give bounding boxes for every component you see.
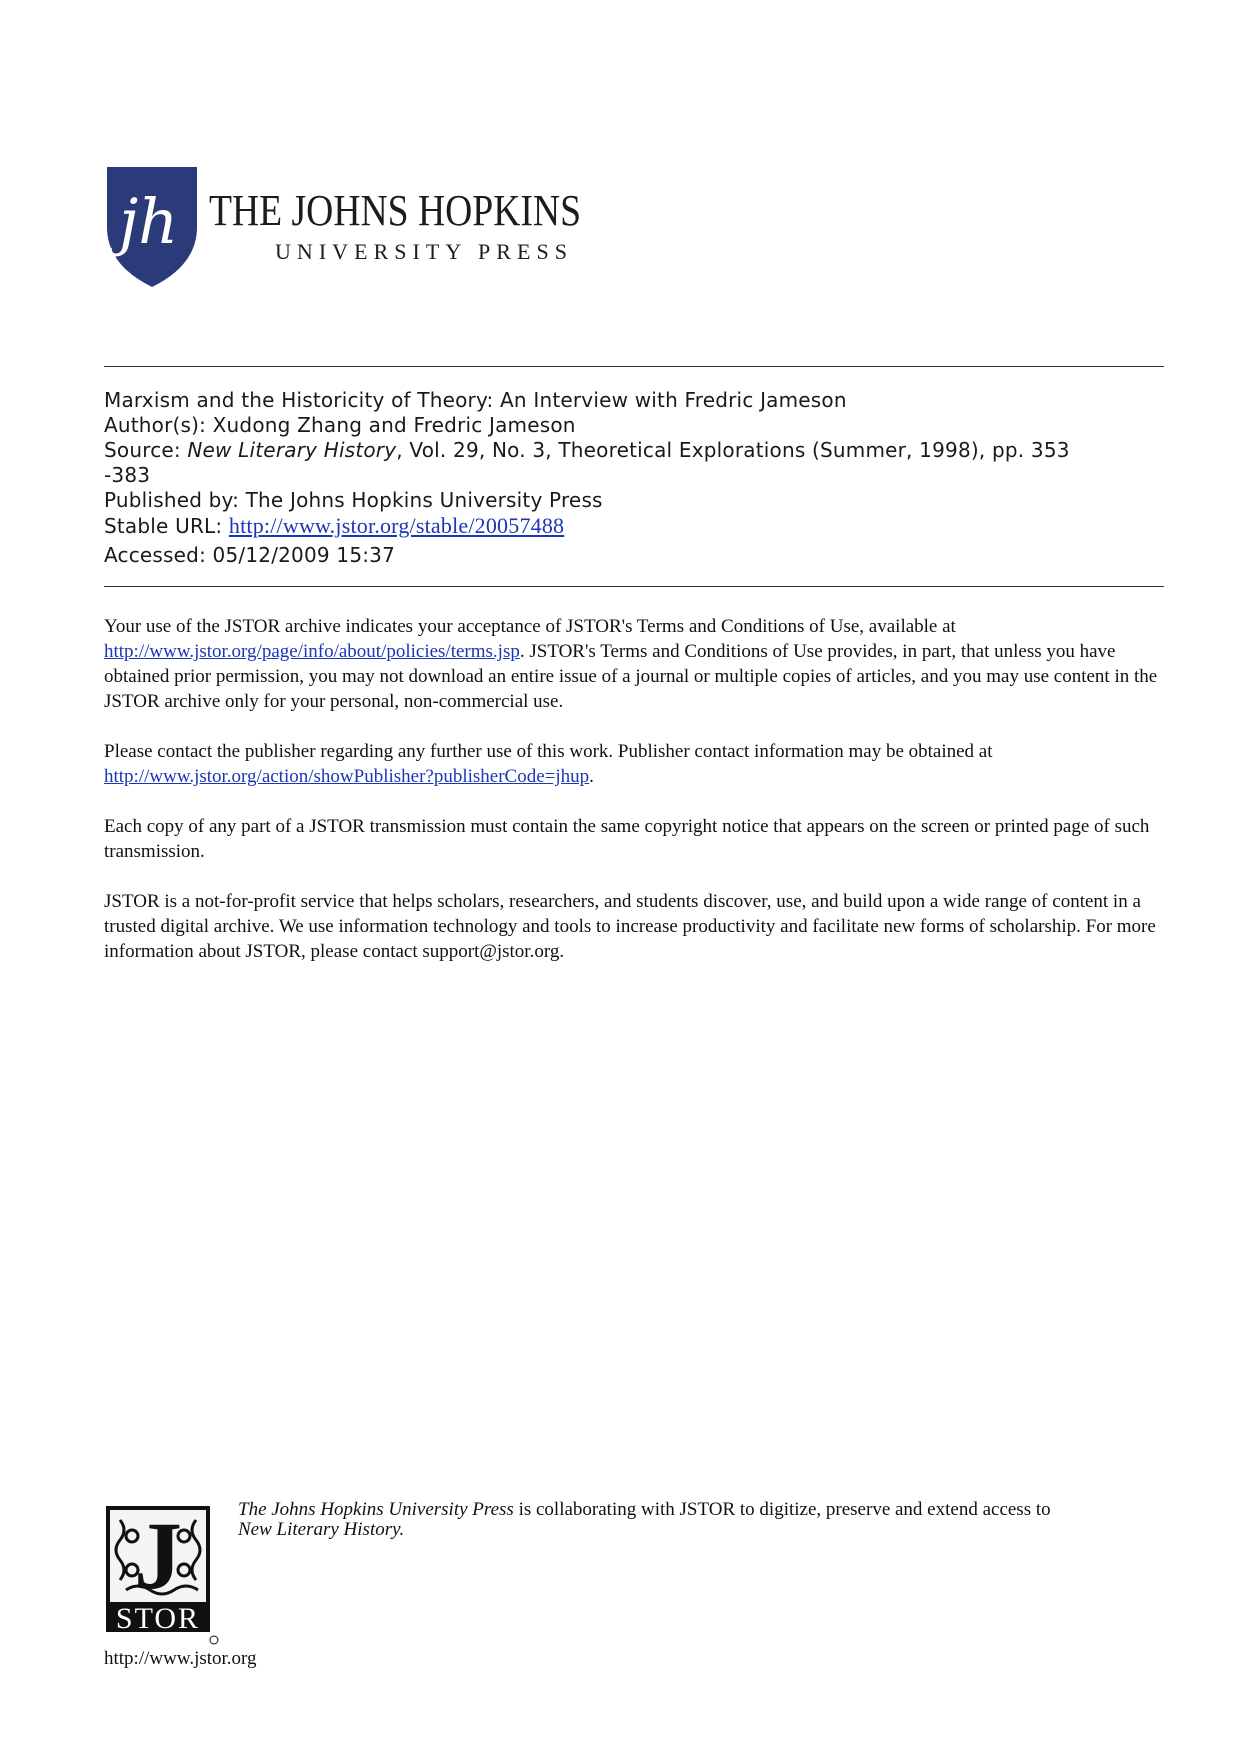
publisher-logo — [105, 165, 585, 290]
stable-url-link[interactable]: http://www.jstor.org/stable/20057488 — [228, 513, 565, 538]
jstor-wordmark: STOR — [115, 1602, 201, 1635]
logo-monogram: jh — [119, 185, 179, 258]
citation-block — [104, 388, 1168, 568]
press-name: The Johns Hopkins University Press — [238, 1499, 514, 1520]
published-by: Published by: The Johns Hopkins University Press — [104, 488, 603, 512]
jstor-home-link[interactable]: http://www.jstor.org — [104, 1648, 257, 1669]
publisher-contact-link[interactable]: http://www.jstor.org/action/showPublisher?publisherCode=jhup — [104, 766, 590, 787]
authors-line: Author(s): Xudong Zhang and Fredric Jameson — [104, 413, 576, 437]
logo-line2: UNIVERSITY PRESS — [275, 239, 567, 264]
jstor-footer — [104, 1500, 1164, 1680]
terms-paragraph-3: Each copy of any part of a JSTOR transmission must contain the same copyright notice that appears on the screen or printed page of such transmission. — [104, 816, 1150, 862]
accessed-date: Accessed: 05/12/2009 15:37 — [104, 543, 396, 567]
stable-url-line: Stable URL: http://www.jstor.org/stable/20057488 — [104, 513, 565, 538]
footer-journal: New Literary History. — [238, 1519, 405, 1540]
terms-paragraph-4: JSTOR is a not-for-profit service that helps scholars, researchers, and students discover, use, and build upon a wide range of content in a trusted digital archive. We use information technology and tools to increase productivity and facilitate new forms of scholarship. For more information about JSTOR, please contact support@jstor.org. — [104, 891, 1156, 962]
top-divider — [104, 366, 1164, 367]
terms-paragraph-1: Your use of the JSTOR archive indicates your acceptance of JSTOR's Terms and Conditions of Use, available at http://www.jstor.org/page/info/about/policies/terms.jsp. JSTOR's Terms and Conditions of Use provides, in part, that unless you have obtained prior permission, you may not download an entire issue of a journal or multiple copies of articles, and you may use content in the JSTOR archive only for your personal, non-commercial use. — [104, 616, 1158, 712]
source-line: Source: New Literary History, Vol. 29, No. 3, Theoretical Explorations (Summer, 1998), pp. 353 — [104, 438, 1070, 462]
journal-name: New Literary History — [187, 438, 397, 462]
collaboration-note: The Johns Hopkins University Press is collaborating with JSTOR to digitize, preserve and extend access to New Literary History. — [238, 1499, 1051, 1540]
bottom-divider — [104, 586, 1164, 587]
article-title: Marxism and the Historicity of Theory: An Interview with Fredric Jameson — [104, 388, 847, 412]
authors: Xudong Zhang and Fredric Jameson — [212, 413, 576, 437]
terms-notice — [104, 614, 1164, 989]
terms-paragraph-2: Please contact the publisher regarding any further use of this work. Publisher contact information may be obtained at http://www.jstor.org/action/showPublisher?publisherCode=jhup. — [104, 741, 993, 787]
logo-line1: THE JOHNS HOPKINS — [209, 186, 581, 235]
jstor-logo-icon — [106, 1502, 218, 1646]
terms-link[interactable]: http://www.jstor.org/page/info/about/policies/terms.jsp — [104, 641, 520, 662]
source-pages-cont: -383 — [104, 463, 151, 487]
svg-text:J: J — [134, 1502, 182, 1609]
